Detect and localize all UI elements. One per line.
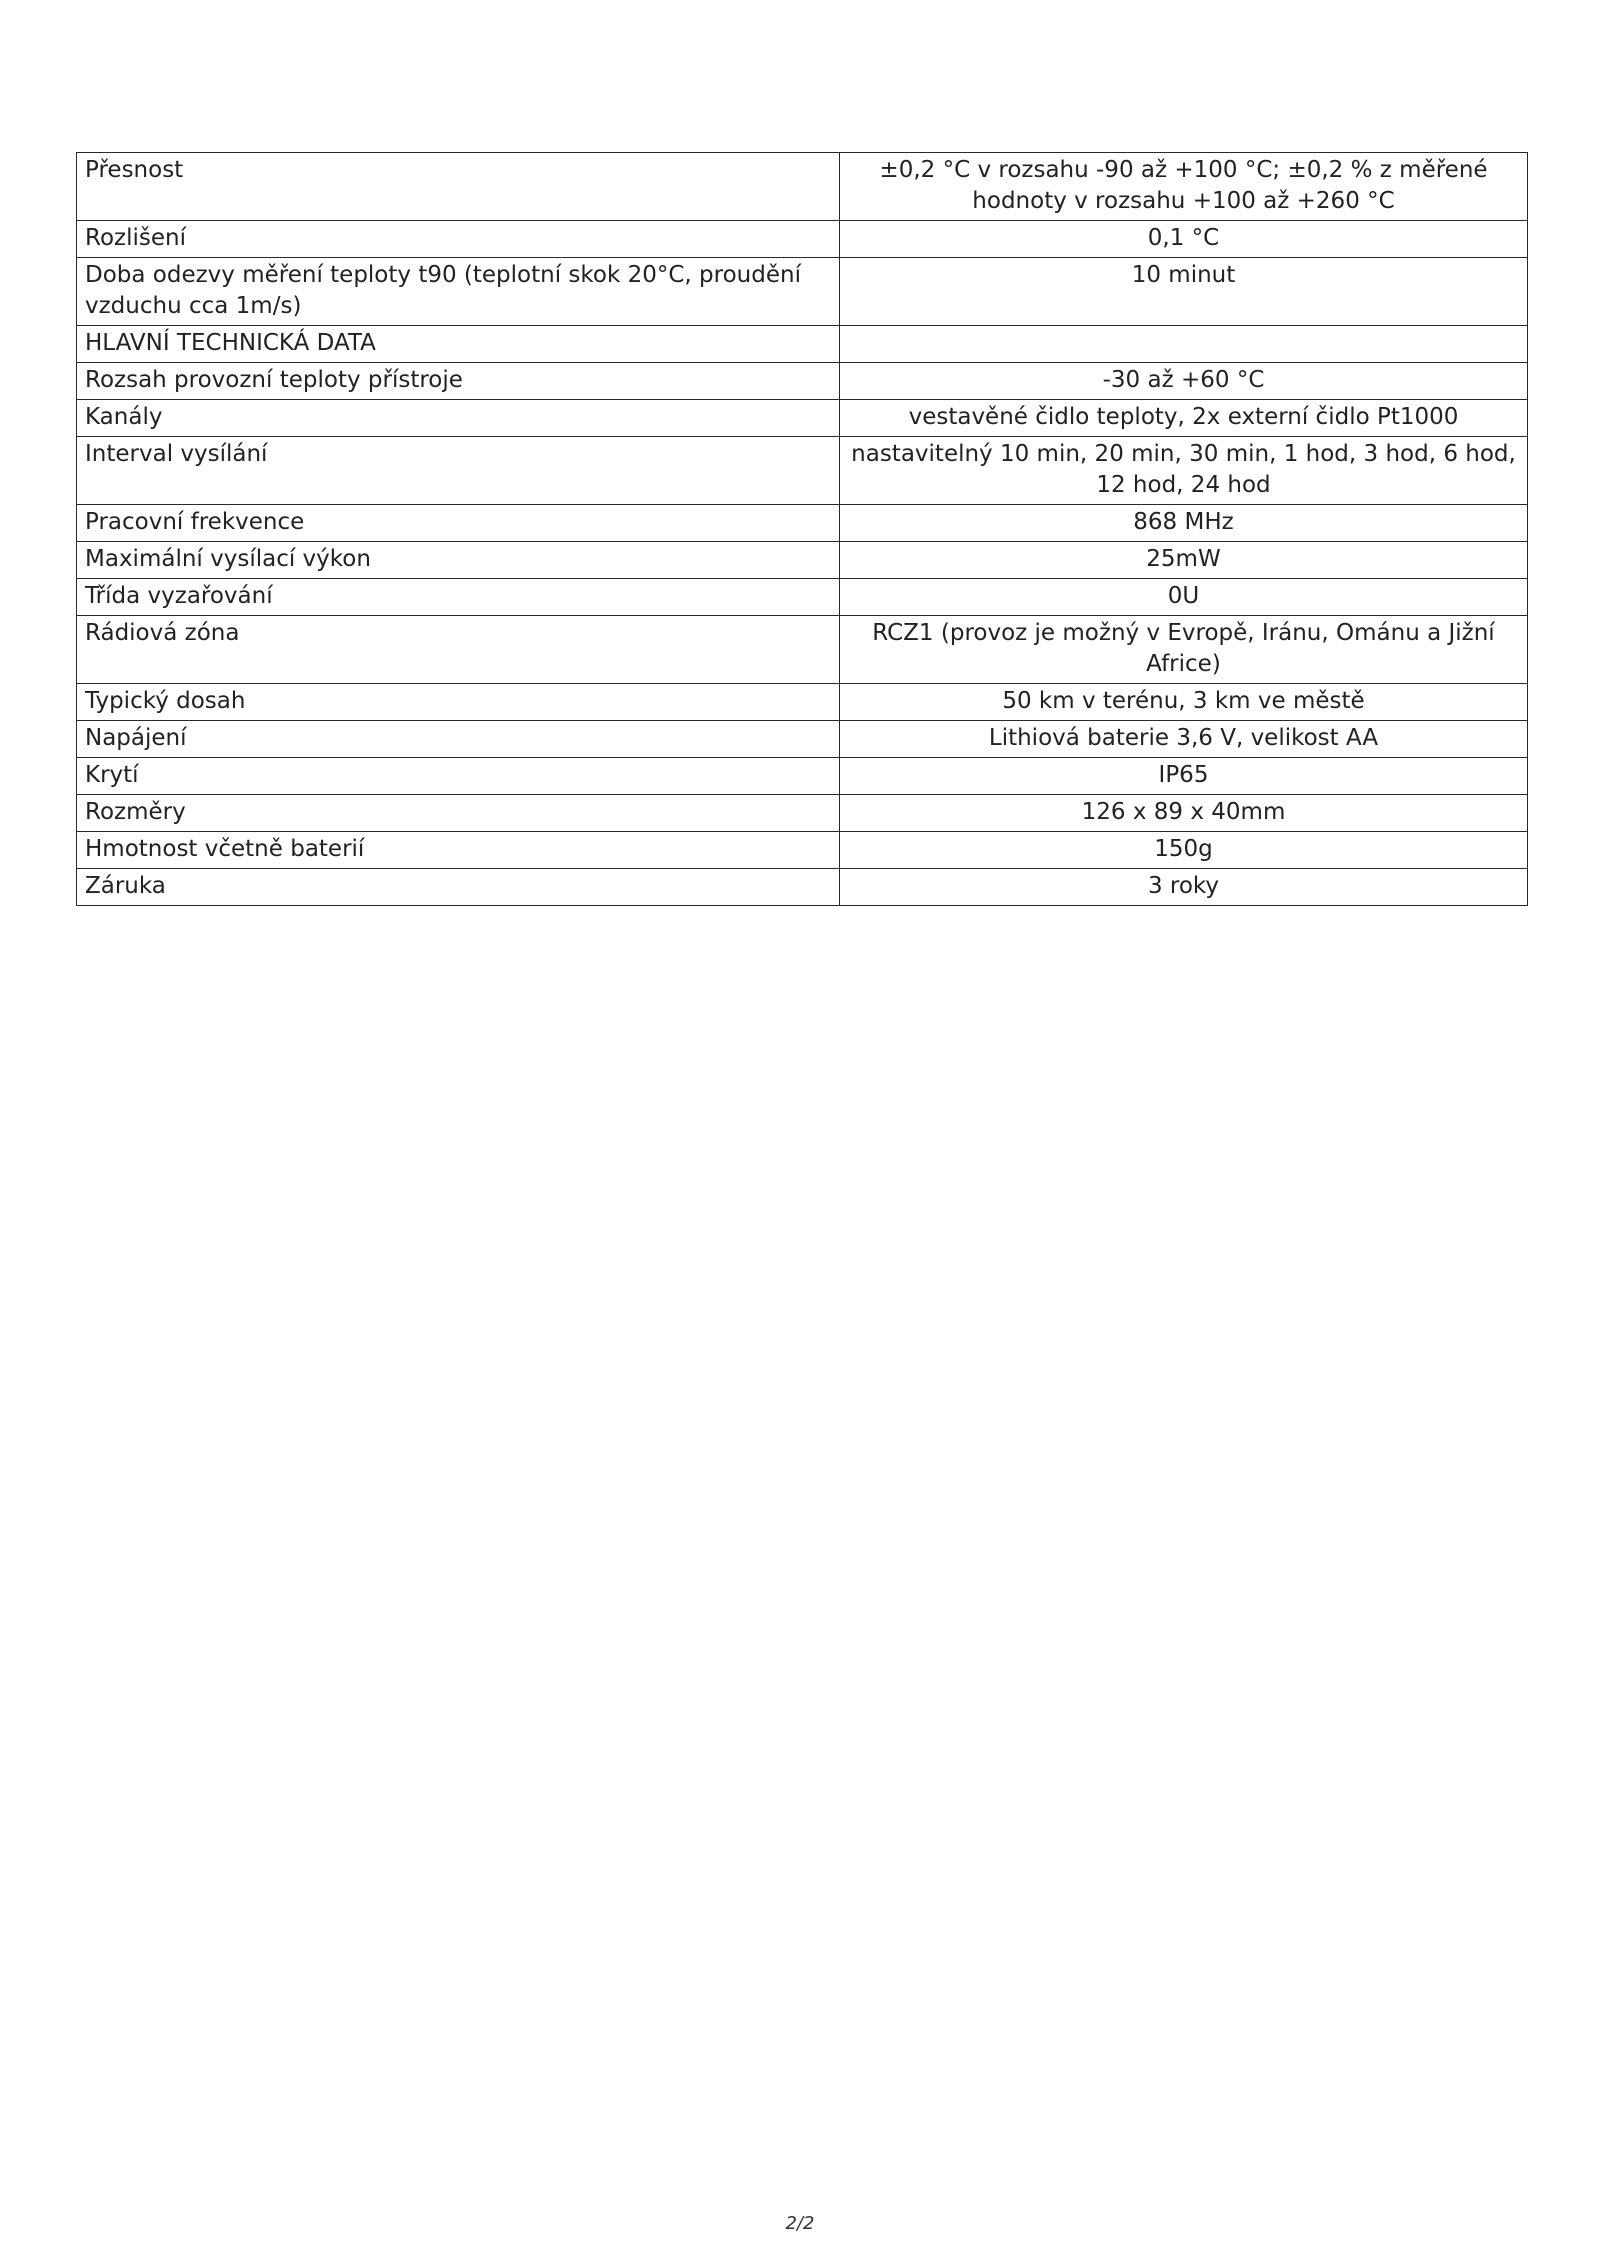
table-row <box>77 542 1528 579</box>
spec-label: Hmotnost včetně baterií <box>77 832 840 869</box>
spec-value: 126 x 89 x 40mm <box>840 795 1528 832</box>
spec-label: Rádiová zóna <box>77 616 840 684</box>
table-row <box>77 400 1528 437</box>
spec-value: RCZ1 (provoz je možný v Evropě, Iránu, Ománu a Jižní Africe) <box>840 616 1528 684</box>
spec-value: 10 minut <box>840 258 1528 326</box>
spec-value: 0,1 °C <box>840 221 1528 258</box>
spec-value: nastavitelný 10 min, 20 min, 30 min, 1 hod, 3 hod, 6 hod, 12 hod, 24 hod <box>840 437 1528 505</box>
spec-label: Kanály <box>77 400 840 437</box>
spec-label: Napájení <box>77 721 840 758</box>
spec-label: Maximální vysílací výkon <box>77 542 840 579</box>
spec-label: Přesnost <box>77 153 840 221</box>
spec-value: 0U <box>840 579 1528 616</box>
spec-value: 50 km v terénu, 3 km ve městě <box>840 684 1528 721</box>
table-row <box>77 221 1528 258</box>
table-row <box>77 721 1528 758</box>
table-row <box>77 258 1528 326</box>
spec-label: Rozsah provozní teploty přístroje <box>77 363 840 400</box>
spec-label: Rozměry <box>77 795 840 832</box>
spec-label: Třída vyzařování <box>77 579 840 616</box>
table-row <box>77 326 1528 363</box>
table-row <box>77 153 1528 221</box>
technical-specifications-table <box>76 152 1528 906</box>
spec-value: -30 až +60 °C <box>840 363 1528 400</box>
table-row <box>77 363 1528 400</box>
spec-label: Typický dosah <box>77 684 840 721</box>
table-row <box>77 758 1528 795</box>
spec-value: IP65 <box>840 758 1528 795</box>
table-row <box>77 579 1528 616</box>
table-row <box>77 795 1528 832</box>
spec-value: 868 MHz <box>840 505 1528 542</box>
spec-value: 150g <box>840 832 1528 869</box>
spec-value: Lithiová baterie 3,6 V, velikost AA <box>840 721 1528 758</box>
spec-label: Doba odezvy měření teploty t90 (teplotní skok 20°C, proudění vzduchu cca 1m/s) <box>77 258 840 326</box>
spec-label: Interval vysílání <box>77 437 840 505</box>
spec-value: vestavěné čidlo teploty, 2x externí čidlo Pt1000 <box>840 400 1528 437</box>
table-row <box>77 832 1528 869</box>
spec-value <box>840 326 1528 363</box>
spec-label: Pracovní frekvence <box>77 505 840 542</box>
spec-label: Rozlišení <box>77 221 840 258</box>
table-row <box>77 437 1528 505</box>
spec-label: Krytí <box>77 758 840 795</box>
table-row <box>77 869 1528 906</box>
spec-table-body <box>77 153 1528 906</box>
spec-label: Záruka <box>77 869 840 906</box>
page-number: 2/2 <box>785 2213 815 2234</box>
section-heading: HLAVNÍ TECHNICKÁ DATA <box>77 326 840 363</box>
table-row <box>77 505 1528 542</box>
table-row <box>77 684 1528 721</box>
table-row <box>77 616 1528 684</box>
spec-value: ±0,2 °C v rozsahu -90 až +100 °C; ±0,2 % z měřené hodnoty v rozsahu +100 až +260 °C <box>840 153 1528 221</box>
spec-value: 3 roky <box>840 869 1528 906</box>
spec-value: 25mW <box>840 542 1528 579</box>
